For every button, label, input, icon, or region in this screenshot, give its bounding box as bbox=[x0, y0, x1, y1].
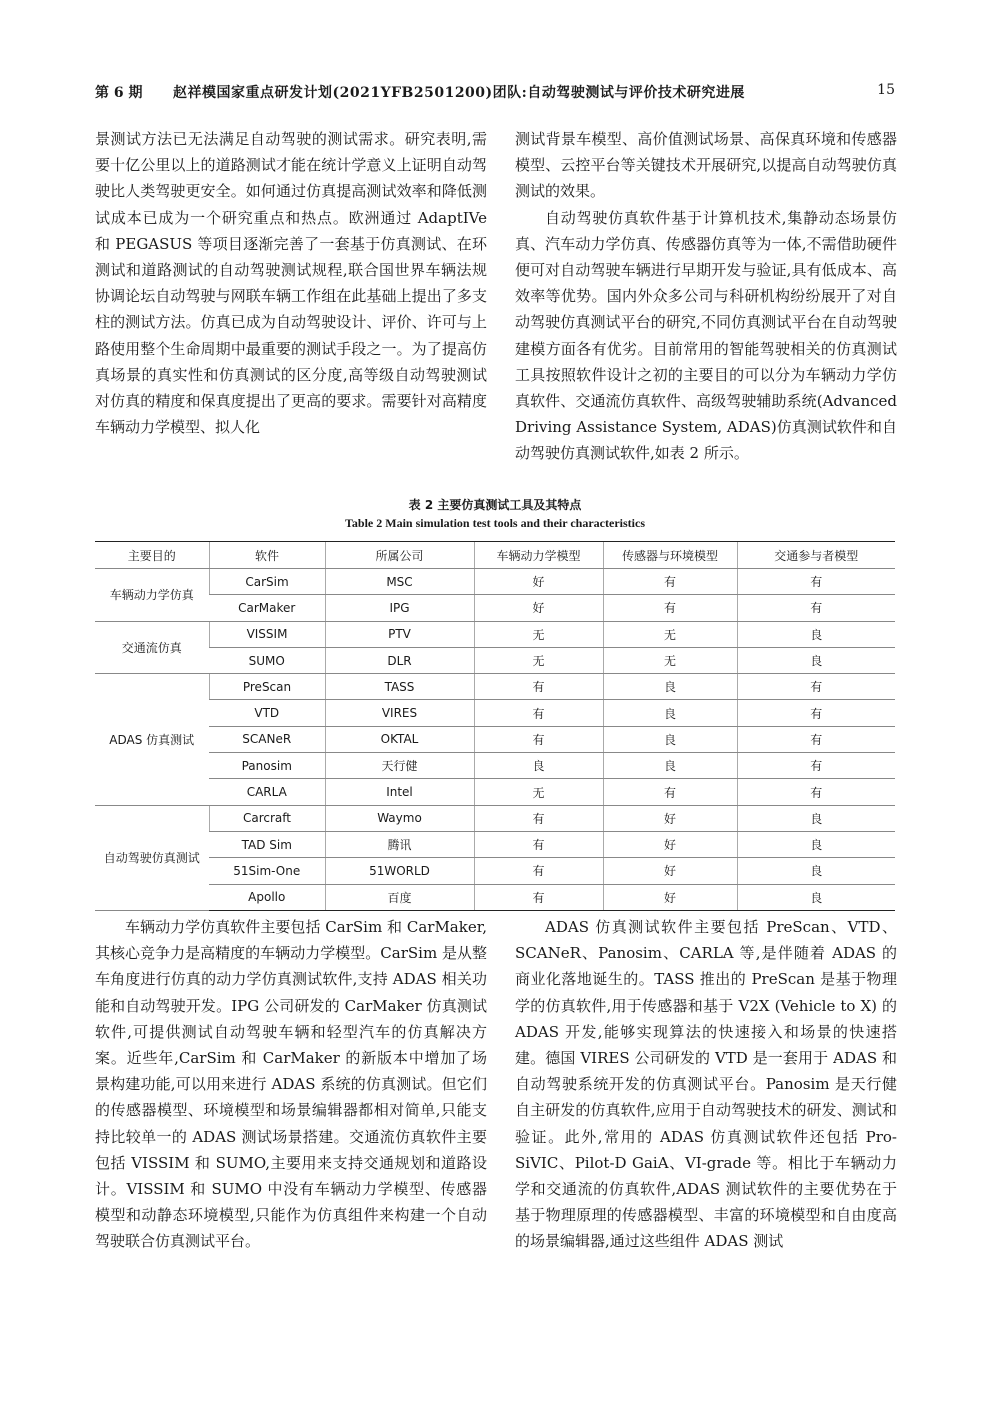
body-column-bottom-left bbox=[95, 914, 487, 1255]
table-row bbox=[95, 805, 895, 831]
table-cell: IPG bbox=[325, 595, 474, 621]
table-row bbox=[95, 753, 895, 779]
table-cell: 好 bbox=[603, 884, 737, 910]
table-cell: CarSim bbox=[209, 569, 325, 595]
table-row bbox=[95, 858, 895, 884]
table-cell: SUMO bbox=[209, 647, 325, 673]
paragraph: 测试背景车模型、高价值测试场景、高保真环境和传感器模型、云控平台等关键技术开展研究,以提高自动驾驶仿真测试的效果。 bbox=[515, 130, 897, 201]
table-row bbox=[95, 700, 895, 726]
table-cell: 有 bbox=[474, 805, 603, 831]
table-cell: 良 bbox=[737, 884, 895, 910]
body-column-top-left bbox=[95, 126, 487, 440]
table-cell: Carcraft bbox=[209, 805, 325, 831]
running-title: 赵祥模国家重点研发计划(2021YFB2501200)团队:自动驾驶测试与评价技术研究进展 bbox=[173, 85, 745, 101]
table-cell: 有 bbox=[474, 858, 603, 884]
paragraph: 自动驾驶仿真软件基于计算机技术,集静动态场景仿真、汽车动力学仿真、传感器仿真等为一体,不需借助硬件便可对自动驾驶车辆进行早期开发与验证,具有低成本、高效率等优势。国内外众多公司与科研机构纷纷展开了对自动驾驶仿真测试平台的研究,不同仿真测试平台在自动驾驶建模方面各有优劣。目前常用的智能驾驶相关的仿真测试工具按照软件设计之初的主要目的可以分为车辆动力学仿真软件、交通流仿真软件、高级驾驶辅助系统(Advanced Driving Assistance System, ADAS)仿真测试软件和自动驾驶仿真测试软件,如表 2 所示。 bbox=[515, 208, 897, 463]
column-header: 车辆动力学模型 bbox=[474, 542, 603, 569]
table-cell: 有 bbox=[474, 700, 603, 726]
table-cell: 有 bbox=[474, 674, 603, 700]
column-header: 所属公司 bbox=[325, 542, 474, 569]
table-body bbox=[95, 569, 895, 911]
table-row bbox=[95, 647, 895, 673]
table-cell: OKTAL bbox=[325, 726, 474, 752]
issue-label: 第 6 期 bbox=[95, 85, 143, 101]
purpose-cell: 车辆动力学仿真 bbox=[95, 569, 209, 622]
table-cell: 腾讯 bbox=[325, 831, 474, 857]
table-cell: 有 bbox=[474, 831, 603, 857]
paragraph: ADAS 仿真测试软件主要包括 PreScan、VTD、SCANeR、Panosim、CARLA 等,是伴随着 ADAS 的商业化落地诞生的。TASS 推出的 PreScan 是基于物理学的仿真软件,用于传感器和基于 V2X (Vehicle to X) 的 ADAS 开发,能够实现算法的快速接入和场景的快速搭建。德国 VIRES 公司研发的 VTD 是一套用于 ADAS 和自动驾驶系统开发的仿真测试平台。Panosim 是天行健自主研发的仿真软件,应用于自动驾驶技术的研发、测试和验证。此外,常用的 ADAS 仿真测试软件还包括 Pro-SiVIC、Pilot-D GaiA、VI-grade 等。相比于车辆动力学和交通流的仿真软件,ADAS 测试软件的主要优势在于基于物理原理的传感器模型、丰富的环境模型和自由度高的场景编辑器,通过这些组件 ADAS 测试 bbox=[515, 918, 897, 1251]
table-cell: 良 bbox=[737, 621, 895, 647]
table-cell: CARLA bbox=[209, 779, 325, 805]
table-caption-en: Table 2 Main simulation test tools and their characteristics bbox=[345, 516, 645, 530]
table-cell: VTD bbox=[209, 700, 325, 726]
table-cell: 无 bbox=[474, 779, 603, 805]
table-cell: 有 bbox=[737, 700, 895, 726]
table-cell: 良 bbox=[603, 726, 737, 752]
table-cell: Intel bbox=[325, 779, 474, 805]
purpose-cell: 自动驾驶仿真测试 bbox=[95, 805, 209, 910]
table-row bbox=[95, 726, 895, 752]
table-cell: 有 bbox=[603, 779, 737, 805]
table-row bbox=[95, 674, 895, 700]
table-cell: VISSIM bbox=[209, 621, 325, 647]
table-row bbox=[95, 779, 895, 805]
table-cell: 良 bbox=[603, 674, 737, 700]
table-cell: 有 bbox=[737, 753, 895, 779]
table-row bbox=[95, 595, 895, 621]
table-cell: CarMaker bbox=[209, 595, 325, 621]
table-cell: 有 bbox=[474, 726, 603, 752]
table-row bbox=[95, 884, 895, 910]
table-cell: 良 bbox=[737, 831, 895, 857]
table-cell: 有 bbox=[603, 595, 737, 621]
paragraph: 景测试方法已无法满足自动驾驶的测试需求。研究表明,需要十亿公里以上的道路测试才能在统计学意义上证明自动驾驶比人类驾驶更安全。如何通过仿真提高测试效率和降低测试成本已成为一个研究重点和热点。欧洲通过 AdaptIVe 和 PEGASUS 等项目逐渐完善了一套基于仿真测试、在环测试和道路测试的自动驾驶测试规程,联合国世界车辆法规协调论坛自动驾驶与网联车辆工作组在此基础上提出了多支柱的测试方法。仿真已成为自动驾驶设计、评价、许可与上路使用整个生命周期中最重要的测试手段之一。为了提高仿真场景的真实性和仿真测试的区分度,高等级自动驾驶测试对仿真的精度和保真度提出了更高的要求。需要针对高精度车辆动力学模型、拟人化 bbox=[95, 130, 487, 437]
table-cell: 有 bbox=[603, 569, 737, 595]
table-row bbox=[95, 831, 895, 857]
table-cell: 好 bbox=[603, 805, 737, 831]
table-cell: VIRES bbox=[325, 700, 474, 726]
body-column-bottom-right bbox=[515, 914, 897, 1255]
column-header: 传感器与环境模型 bbox=[603, 542, 737, 569]
table-cell: 良 bbox=[474, 753, 603, 779]
body-column-top-right bbox=[515, 126, 897, 467]
table-cell: Apollo bbox=[209, 884, 325, 910]
column-header: 主要目的 bbox=[95, 542, 209, 569]
table-cell: TAD Sim bbox=[209, 831, 325, 857]
table-row bbox=[95, 569, 895, 595]
table-cell: 有 bbox=[474, 884, 603, 910]
table-cell: 无 bbox=[474, 647, 603, 673]
table-cell: TASS bbox=[325, 674, 474, 700]
table-cell: 无 bbox=[603, 621, 737, 647]
running-header bbox=[95, 82, 895, 106]
table-cell: 良 bbox=[737, 805, 895, 831]
table-cell: 好 bbox=[474, 595, 603, 621]
column-header: 交通参与者模型 bbox=[737, 542, 895, 569]
table-cell: 有 bbox=[737, 569, 895, 595]
table-cell: 好 bbox=[474, 569, 603, 595]
table-header-row bbox=[95, 542, 895, 569]
table-cell: Waymo bbox=[325, 805, 474, 831]
table-cell: 好 bbox=[603, 831, 737, 857]
table-cell: 51WORLD bbox=[325, 858, 474, 884]
table-cell: 有 bbox=[737, 674, 895, 700]
table-cell: 良 bbox=[737, 647, 895, 673]
table-cell: 有 bbox=[737, 726, 895, 752]
table-cell: 天行健 bbox=[325, 753, 474, 779]
table-cell: 好 bbox=[603, 858, 737, 884]
table-cell: 百度 bbox=[325, 884, 474, 910]
table-cell: 良 bbox=[603, 753, 737, 779]
paragraph: 车辆动力学仿真软件主要包括 CarSim 和 CarMaker,其核心竞争力是高精度的车辆动力学模型。CarSim 是从整车角度进行仿真的动力学仿真测试软件,支持 ADAS 相关功能和自动驾驶开发。IPG 公司研发的 CarMaker 仿真测试软件,可提供测试自动驾驶车辆和轻型汽车的仿真解决方案。近些年,CarSim 和 CarMaker 的新版本中增加了场景构建功能,可以用来进行 ADAS 系统的仿真测试。但它们的传感器模型、环境模型和场景编辑器都相对简单,只能支持比较单一的 ADAS 测试场景搭建。交通流仿真软件主要包括 VISSIM 和 SUMO,主要用来支持交通规划和道路设计。VISSIM 和 SUMO 中没有车辆动力学模型、传感器模型和动静态环境模型,只能作为仿真组件来构建一个自动驾驶联合仿真测试平台。 bbox=[95, 918, 487, 1251]
table-cell: Panosim bbox=[209, 753, 325, 779]
table-row bbox=[95, 621, 895, 647]
table-caption-cn: 表 2 主要仿真测试工具及其特点 bbox=[408, 498, 582, 512]
table-cell: 良 bbox=[603, 700, 737, 726]
purpose-cell: 交通流仿真 bbox=[95, 621, 209, 674]
table-cell: 良 bbox=[737, 858, 895, 884]
column-header: 软件 bbox=[209, 542, 325, 569]
page-number: 15 bbox=[877, 82, 895, 98]
table-cell: 51Sim-One bbox=[209, 858, 325, 884]
table-cell: DLR bbox=[325, 647, 474, 673]
table-cell: 有 bbox=[737, 595, 895, 621]
purpose-cell: ADAS 仿真测试 bbox=[95, 674, 209, 805]
table-cell: 无 bbox=[474, 621, 603, 647]
table-cell: PreScan bbox=[209, 674, 325, 700]
table-cell: 无 bbox=[603, 647, 737, 673]
table-cell: MSC bbox=[325, 569, 474, 595]
simulation-tools-table bbox=[95, 541, 895, 911]
table-cell: 有 bbox=[737, 779, 895, 805]
table-cell: PTV bbox=[325, 621, 474, 647]
table-cell: SCANeR bbox=[209, 726, 325, 752]
